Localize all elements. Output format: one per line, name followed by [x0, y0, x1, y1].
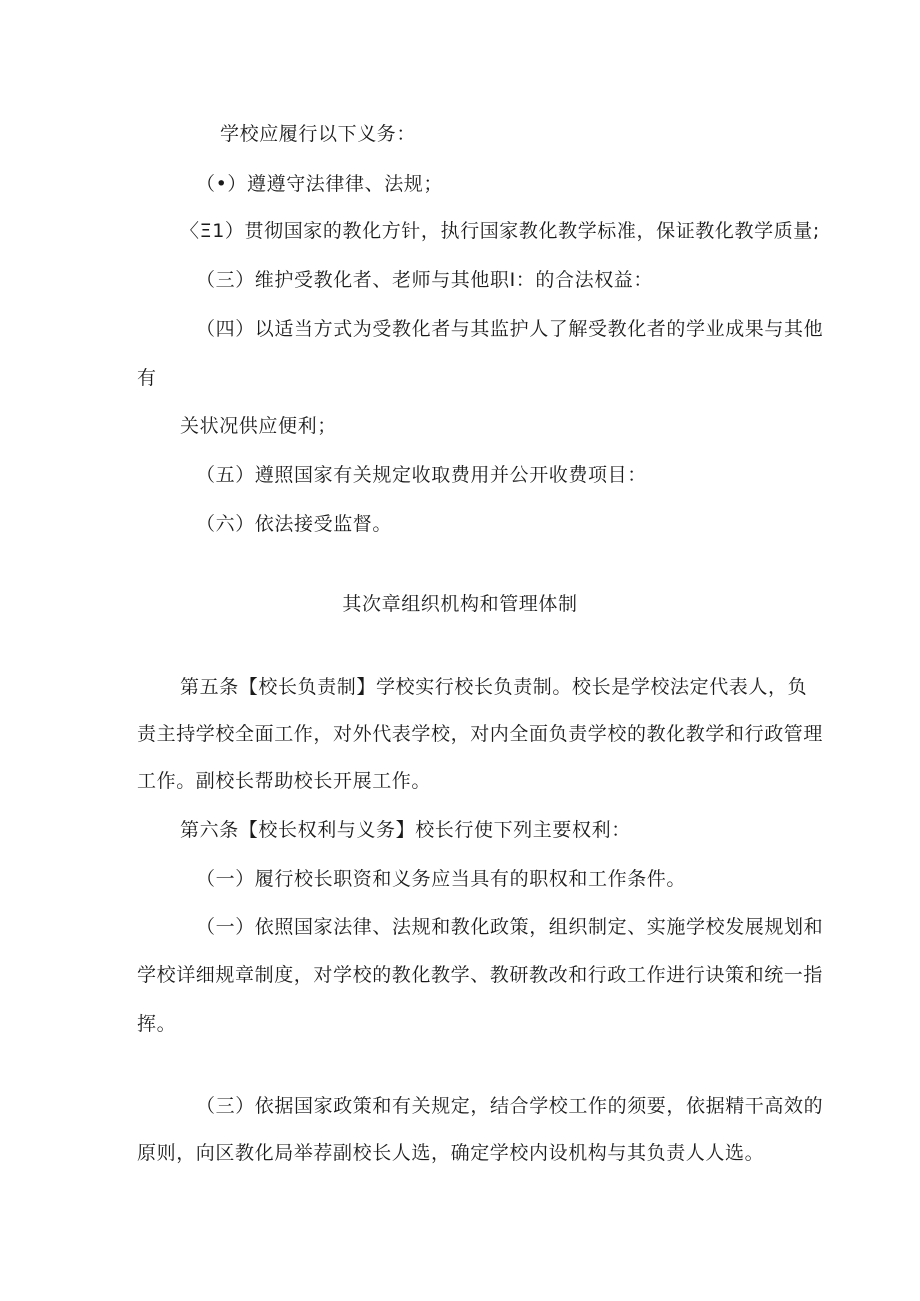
article6-item-3-line-1: （三）依据国家政策和有关规定，结合学校工作的须要，依据精干高效的 — [196, 1095, 824, 1117]
article6-item-2-line-3: 挥。 — [137, 1013, 177, 1035]
duty-item-4-wrap: 有 — [137, 367, 157, 389]
duty-item-1: （•）遵遵守法律律、法规； — [196, 173, 444, 195]
article6-heading: 第六条【校长权利与义务】校长行使下列主要权利： — [180, 819, 631, 841]
intro-line: 学校应履行以下义务： — [220, 123, 417, 145]
duty-item-4-cont: 关状况供应便利； — [180, 415, 337, 437]
duty-item-4: （四）以适当方式为受教化者与其监护人了解受教化者的学业成果与其他 — [196, 318, 824, 340]
article6-item-3-line-2: 原则，向区教化局举荐副校长人选，确定学校内设机构与其负责人人选。 — [137, 1142, 765, 1164]
article5-line-3: 工作。副校长帮助校长开展工作。 — [137, 770, 432, 792]
duty-item-3: （三）维护受教化者、老师与其他职I：的合法权益： — [196, 269, 654, 291]
article6-item-1: （一）履行校长职资和义务应当具有的职权和工作条件。 — [196, 868, 687, 890]
chapter-title: 其次章组织机构和管理体制 — [342, 593, 578, 615]
article5-line-1: 第五条【校长负责制】学校实行校长负责制。校长是学校法定代表人，负 — [180, 676, 808, 698]
duty-item-5: （五）遵照国家有关规定收取费用并公开收费项目： — [196, 464, 647, 486]
article5-line-2: 责主持学校全面工作，对外代表学校，对内全面负责学校的教化教学和行政管理 — [137, 723, 824, 745]
article6-item-2-line-1: （一）依照国家法律、法规和教化政策，组织制定、实施学校发展规划和 — [196, 916, 824, 938]
duty-item-6: （六）依法接受监督。 — [196, 513, 393, 535]
article6-item-2-line-2: 学校详细规章制度，对学校的教化教学、教研教改和行政工作进行诀策和统一指 — [137, 964, 824, 986]
duty-item-2: 〈Ξ1）贯彻国家的教化方针，执行国家教化教学标准，保证教化教学质量; — [180, 220, 820, 242]
